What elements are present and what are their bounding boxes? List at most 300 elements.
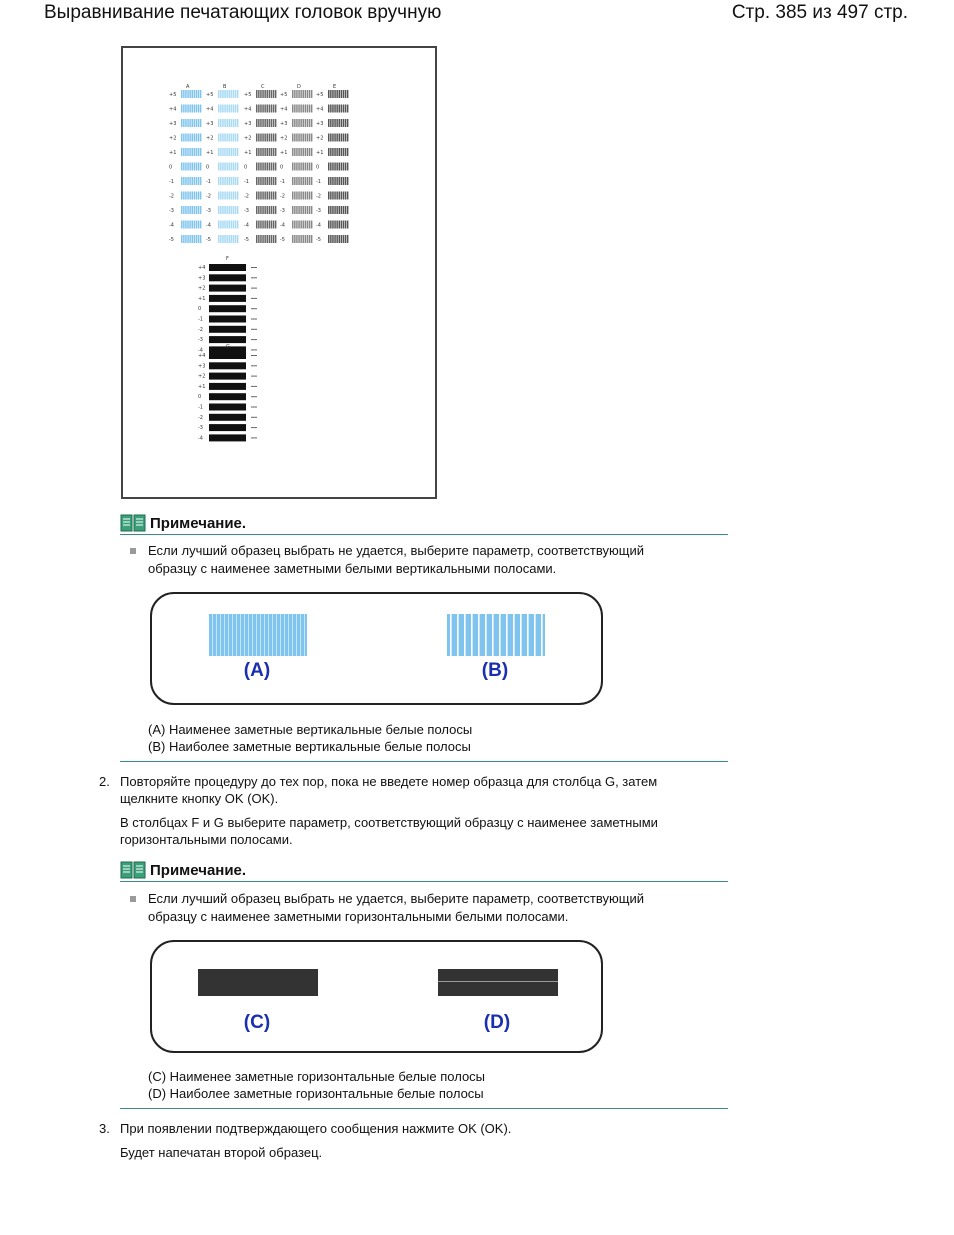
step-text-line: При появлении подтверждающего сообщения нажмите OK (OK).	[120, 1121, 512, 1136]
pattern-f-bar	[209, 336, 246, 343]
pattern-stripe	[305, 192, 307, 200]
pattern-stripe	[309, 177, 311, 185]
pattern-stripe	[294, 206, 296, 214]
pattern-stripe	[334, 148, 336, 156]
pattern-row-label: -1	[316, 179, 321, 185]
pattern-stripe	[296, 206, 298, 214]
pattern-stripe	[343, 192, 345, 200]
pattern-stripe	[330, 148, 332, 156]
pattern-stripe	[264, 192, 266, 200]
pattern-stripe	[187, 134, 189, 142]
example-a-pattern	[209, 614, 307, 656]
pattern-stripe	[181, 163, 183, 171]
pattern-stripe	[260, 192, 262, 200]
pattern-stripe	[300, 134, 302, 142]
pattern-f-row-label: -3	[198, 337, 203, 344]
pattern-stripe	[233, 235, 235, 243]
pattern-stripe	[194, 134, 196, 142]
pattern-cell	[218, 192, 238, 200]
pattern-stripe	[307, 90, 309, 98]
pattern-stripe	[296, 235, 298, 243]
pattern-stripe	[298, 221, 300, 229]
pattern-cell	[292, 148, 312, 156]
pattern-cell	[256, 235, 276, 243]
pattern-stripe	[235, 177, 237, 185]
pattern-stripe	[181, 177, 183, 185]
white-band-line	[513, 614, 515, 656]
pattern-stripe	[226, 105, 228, 113]
pattern-stripe	[258, 163, 260, 171]
pattern-cell	[181, 148, 201, 156]
white-band-line	[457, 614, 459, 656]
pattern-stripe	[222, 119, 224, 127]
pattern-row-label: -4	[244, 222, 249, 229]
pattern-stripe	[264, 90, 266, 98]
pattern-stripe	[269, 177, 271, 185]
pattern-stripe	[264, 206, 266, 214]
pattern-stripe	[256, 148, 258, 156]
pattern-stripe	[183, 119, 185, 127]
pattern-stripe	[273, 134, 275, 142]
pattern-stripe	[194, 235, 196, 243]
pattern-cell	[292, 134, 312, 142]
legend-b: (B) Наиболее заметные вертикальные белые полосы	[148, 739, 471, 754]
pattern-stripe	[298, 206, 300, 214]
pattern-stripe	[307, 177, 309, 185]
pattern-stripe	[187, 221, 189, 229]
pattern-stripe	[339, 206, 341, 214]
pattern-stripe	[200, 148, 202, 156]
pattern-stripe	[220, 177, 222, 185]
pattern-cell	[218, 221, 238, 229]
pattern-stripe	[256, 134, 258, 142]
pattern-stripe	[307, 206, 309, 214]
pattern-stripe	[300, 105, 302, 113]
pattern-stripe	[341, 105, 343, 113]
pattern-stripe	[218, 206, 220, 214]
pattern-stripe	[220, 90, 222, 98]
pattern-stripe	[235, 163, 237, 171]
pattern-stripe	[260, 134, 262, 142]
note-book-icon	[120, 514, 146, 532]
pattern-row-label: +5	[169, 92, 177, 98]
pattern-stripe	[189, 177, 191, 185]
pattern-row-label: +3	[280, 121, 288, 127]
pattern-row-label: +1	[206, 150, 214, 156]
pattern-stripe	[260, 148, 262, 156]
pattern-stripe	[269, 221, 271, 229]
pattern-stripe	[231, 148, 233, 156]
pattern-g-bar	[209, 393, 246, 400]
pattern-stripe	[258, 206, 260, 214]
pattern-stripe	[218, 177, 220, 185]
pattern-g-bar	[209, 352, 246, 359]
pattern-stripe	[303, 119, 305, 127]
pattern-stripe	[339, 134, 341, 142]
pattern-stripe	[298, 148, 300, 156]
pattern-stripe	[345, 221, 347, 229]
pattern-stripe	[233, 221, 235, 229]
pattern-row-label: +5	[280, 92, 288, 98]
pattern-stripe	[300, 192, 302, 200]
pattern-row-label: +3	[206, 121, 214, 127]
pattern-stripe	[307, 119, 309, 127]
pattern-column-label: A	[186, 84, 190, 90]
pattern-stripe	[294, 177, 296, 185]
pattern-stripe	[222, 206, 224, 214]
pattern-stripe	[258, 192, 260, 200]
pattern-stripe	[189, 105, 191, 113]
pattern-stripe	[237, 148, 239, 156]
pattern-stripe	[347, 177, 349, 185]
white-band-line	[264, 614, 265, 656]
pattern-stripe	[273, 148, 275, 156]
pattern-stripe	[235, 90, 237, 98]
pattern-stripe	[309, 235, 311, 243]
pattern-row-label: -2	[206, 193, 211, 200]
pattern-stripe	[185, 235, 187, 243]
white-band-line	[248, 614, 249, 656]
pattern-row-label: -5	[316, 237, 321, 243]
pattern-stripe	[235, 148, 237, 156]
pattern-stripe	[181, 90, 183, 98]
pattern-stripe	[198, 105, 200, 113]
pattern-stripe	[183, 134, 185, 142]
pattern-stripe	[267, 90, 269, 98]
pattern-stripe	[222, 105, 224, 113]
pattern-stripe	[264, 119, 266, 127]
pattern-stripe	[328, 105, 330, 113]
pattern-f-row-label: -4	[198, 347, 203, 354]
pattern-stripe	[343, 90, 345, 98]
pattern-stripe	[341, 192, 343, 200]
pattern-stripe	[220, 105, 222, 113]
pattern-stripe	[220, 192, 222, 200]
pattern-stripe	[233, 134, 235, 142]
pattern-stripe	[233, 148, 235, 156]
pattern-stripe	[192, 148, 194, 156]
pattern-stripe	[296, 90, 298, 98]
pattern-stripe	[192, 105, 194, 113]
pattern-stripe	[220, 119, 222, 127]
pattern-cell	[256, 192, 276, 200]
pattern-stripe	[183, 90, 185, 98]
pattern-stripe	[226, 235, 228, 243]
pattern-stripe	[233, 90, 235, 98]
pattern-stripe	[347, 134, 349, 142]
pattern-stripe	[311, 206, 313, 214]
pattern-stripe	[341, 221, 343, 229]
pattern-stripe	[271, 163, 273, 171]
pattern-stripe	[200, 134, 202, 142]
pattern-stripe	[198, 148, 200, 156]
pattern-stripe	[222, 192, 224, 200]
example-legend	[148, 1068, 485, 1102]
pattern-stripe	[262, 235, 264, 243]
pattern-stripe	[192, 163, 194, 171]
pattern-stripe	[271, 105, 273, 113]
pattern-stripe	[189, 163, 191, 171]
white-band-line	[276, 614, 277, 656]
pattern-stripe	[224, 119, 226, 127]
pattern-stripe	[269, 235, 271, 243]
pattern-stripe	[311, 119, 313, 127]
pattern-cell	[181, 192, 201, 200]
pattern-stripe	[303, 177, 305, 185]
pattern-stripe	[294, 221, 296, 229]
pattern-f-row-label: +1	[198, 295, 206, 302]
pattern-stripe	[231, 105, 233, 113]
pattern-stripe	[237, 235, 239, 243]
pattern-stripe	[334, 134, 336, 142]
pattern-stripe	[220, 235, 222, 243]
pattern-stripe	[305, 163, 307, 171]
pattern-stripe	[300, 177, 302, 185]
pattern-cell	[328, 163, 348, 171]
example-legend	[148, 721, 472, 755]
pattern-stripe	[273, 221, 275, 229]
white-band-line	[220, 614, 221, 656]
pattern-stripe	[298, 235, 300, 243]
pattern-stripe	[181, 148, 183, 156]
pattern-cell	[218, 235, 238, 243]
pattern-stripe	[336, 221, 338, 229]
pattern-stripe	[347, 192, 349, 200]
pattern-row-label: 0	[244, 164, 248, 171]
pattern-stripe	[296, 221, 298, 229]
pattern-stripe	[273, 192, 275, 200]
pattern-stripe	[237, 134, 239, 142]
pattern-stripe	[226, 163, 228, 171]
pattern-stripe	[303, 105, 305, 113]
pattern-stripe	[341, 163, 343, 171]
pattern-stripe	[345, 105, 347, 113]
pattern-stripe	[189, 90, 191, 98]
pattern-stripe	[271, 235, 273, 243]
white-band-line	[527, 614, 529, 656]
pattern-stripe	[233, 105, 235, 113]
legend-c: (C) Наименее заметные горизонтальные белые полосы	[148, 1069, 486, 1084]
white-band-line	[272, 614, 273, 656]
pattern-stripe	[343, 119, 345, 127]
white-band-line	[300, 614, 301, 656]
pattern-stripe	[262, 119, 264, 127]
pattern-stripe	[192, 235, 194, 243]
pattern-stripe	[341, 119, 343, 127]
pattern-cell	[328, 192, 348, 200]
pattern-stripe	[256, 90, 258, 98]
pattern-stripe	[222, 221, 224, 229]
pattern-stripe	[334, 192, 336, 200]
pattern-g-row-label: +4	[198, 353, 206, 359]
pattern-stripe	[307, 192, 309, 200]
pattern-cell	[181, 206, 201, 214]
pattern-stripe	[336, 105, 338, 113]
pattern-stripe	[339, 163, 341, 171]
pattern-f-bar	[209, 264, 246, 271]
pattern-stripe	[275, 235, 277, 243]
pattern-stripe	[187, 206, 189, 214]
pattern-cell	[328, 148, 348, 156]
pattern-stripe	[229, 119, 231, 127]
pattern-stripe	[307, 134, 309, 142]
pattern-cell	[181, 134, 201, 142]
pattern-stripe	[231, 206, 233, 214]
pattern-stripe	[292, 192, 294, 200]
pattern-row-label: +4	[244, 106, 252, 113]
pattern-stripe	[330, 221, 332, 229]
white-band-line	[464, 614, 466, 656]
pattern-stripe	[330, 163, 332, 171]
pattern-stripe	[237, 119, 239, 127]
pattern-cell	[328, 177, 348, 185]
pattern-stripe	[273, 119, 275, 127]
pattern-stripe	[262, 163, 264, 171]
step-number: 3.	[99, 1121, 110, 1136]
pattern-row-label: -3	[316, 208, 321, 214]
pattern-stripe	[198, 119, 200, 127]
pattern-stripe	[192, 119, 194, 127]
pattern-stripe	[347, 148, 349, 156]
pattern-stripe	[328, 177, 330, 185]
pattern-stripe	[198, 221, 200, 229]
pattern-stripe	[185, 177, 187, 185]
pattern-stripe	[226, 206, 228, 214]
pattern-stripe	[260, 235, 262, 243]
pattern-stripe	[200, 177, 202, 185]
pattern-row-label: 0	[206, 164, 210, 171]
pattern-stripe	[196, 90, 198, 98]
pattern-cell	[256, 148, 276, 156]
pattern-stripe	[267, 192, 269, 200]
pattern-stripe	[311, 235, 313, 243]
pattern-stripe	[260, 177, 262, 185]
pattern-stripe	[229, 192, 231, 200]
pattern-stripe	[305, 105, 307, 113]
pattern-row-label: -3	[206, 208, 211, 214]
pattern-stripe	[298, 177, 300, 185]
pattern-stripe	[328, 148, 330, 156]
pattern-stripe	[194, 90, 196, 98]
white-band-line	[485, 614, 487, 656]
pattern-cell	[292, 192, 312, 200]
pattern-stripe	[198, 192, 200, 200]
pattern-stripe	[311, 90, 313, 98]
pattern-stripe	[311, 105, 313, 113]
pattern-stripe	[264, 105, 266, 113]
pattern-stripe	[347, 235, 349, 243]
pattern-stripe	[198, 206, 200, 214]
pattern-stripe	[194, 221, 196, 229]
white-band-line	[236, 614, 237, 656]
pattern-row-label: +2	[244, 135, 252, 142]
white-band-line	[471, 614, 473, 656]
pattern-stripe	[332, 235, 334, 243]
pattern-cell	[328, 90, 348, 98]
white-band-line	[280, 614, 281, 656]
pattern-stripe	[275, 148, 277, 156]
pattern-stripe	[192, 134, 194, 142]
pattern-stripe	[258, 235, 260, 243]
pattern-stripe	[298, 119, 300, 127]
pattern-stripe	[264, 134, 266, 142]
note-text-line: образцу с наименее заметными горизонтальными белыми полосами.	[148, 909, 569, 924]
pattern-stripe	[328, 221, 330, 229]
pattern-stripe	[273, 105, 275, 113]
pattern-stripe	[343, 221, 345, 229]
pattern-stripe	[339, 235, 341, 243]
pattern-stripe	[305, 206, 307, 214]
pattern-stripe	[262, 177, 264, 185]
pattern-row-label: -5	[280, 237, 285, 243]
pattern-stripe	[311, 177, 313, 185]
pattern-stripe	[271, 206, 273, 214]
pattern-stripe	[222, 177, 224, 185]
note-heading	[120, 861, 728, 882]
pattern-stripe	[235, 119, 237, 127]
pattern-stripe	[334, 177, 336, 185]
pattern-row-label: +1	[169, 150, 177, 156]
pattern-stripe	[339, 119, 341, 127]
pattern-stripe	[222, 148, 224, 156]
pattern-f-row-label: +2	[198, 285, 206, 292]
pattern-stripe	[305, 235, 307, 243]
pattern-stripe	[273, 235, 275, 243]
pattern-stripe	[262, 221, 264, 229]
paragraph-line: горизонтальными полосами.	[120, 832, 293, 847]
pattern-f-row-label: +3	[198, 275, 206, 282]
pattern-stripe	[260, 163, 262, 171]
pattern-stripe	[332, 90, 334, 98]
note-text-line: Если лучший образец выбрать не удается, выберите параметр, соответствующий	[148, 891, 644, 906]
pattern-stripe	[222, 235, 224, 243]
pattern-f-bar	[209, 295, 246, 302]
step-text-line: щелкните кнопку OK (OK).	[120, 791, 279, 806]
pattern-stripe	[196, 105, 198, 113]
pattern-stripe	[303, 235, 305, 243]
pattern-stripe	[275, 163, 277, 171]
pattern-stripe	[237, 221, 239, 229]
pattern-stripe	[311, 163, 313, 171]
note-list-item	[130, 890, 690, 926]
pattern-stripe	[275, 119, 277, 127]
pattern-row-label: -4	[206, 222, 211, 229]
pattern-stripe	[296, 119, 298, 127]
pattern-stripe	[275, 221, 277, 229]
pattern-f-row-label: -2	[198, 326, 203, 333]
pattern-cell	[181, 177, 201, 185]
pattern-stripe	[222, 90, 224, 98]
pattern-stripe	[226, 90, 228, 98]
pattern-stripe	[345, 134, 347, 142]
pattern-stripe	[292, 148, 294, 156]
pattern-stripe	[332, 192, 334, 200]
pattern-cell	[181, 119, 201, 127]
white-band-line	[492, 614, 494, 656]
pattern-stripe	[275, 177, 277, 185]
pattern-stripe	[258, 119, 260, 127]
pattern-stripe	[231, 119, 233, 127]
pattern-stripe	[269, 105, 271, 113]
pattern-stripe	[196, 148, 198, 156]
pattern-stripe	[226, 134, 228, 142]
pattern-cell	[292, 206, 312, 214]
pattern-cell	[256, 206, 276, 214]
pattern-stripe	[330, 90, 332, 98]
pattern-stripe	[332, 148, 334, 156]
pattern-stripe	[300, 235, 302, 243]
pattern-stripe	[307, 163, 309, 171]
